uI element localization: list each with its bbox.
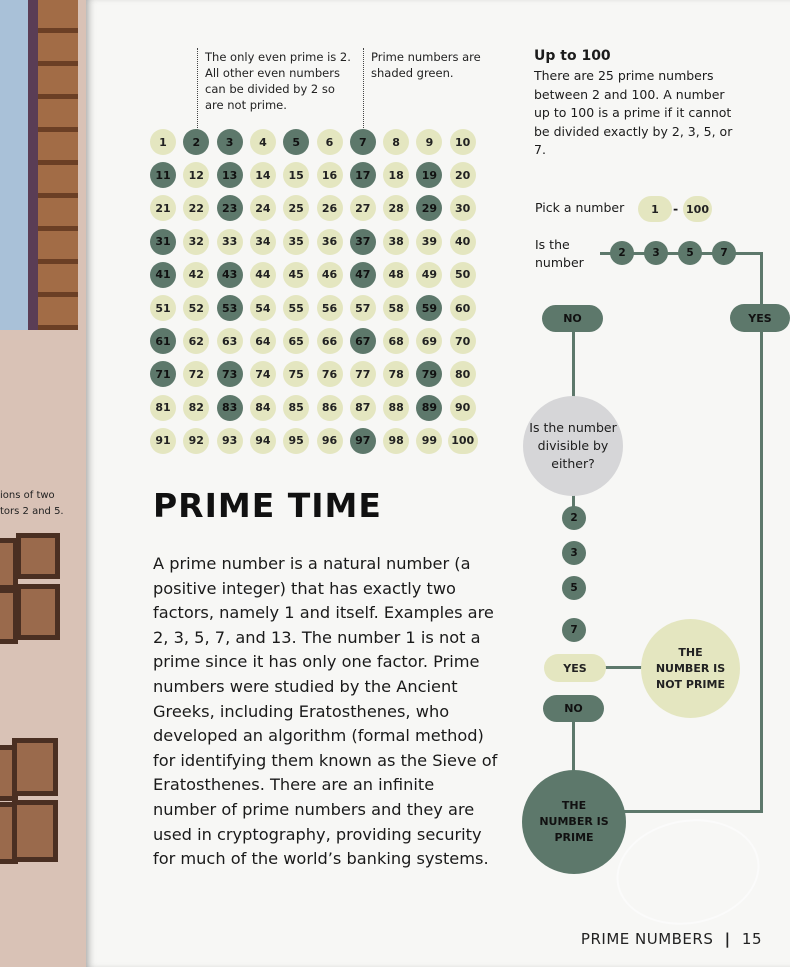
number-cell: 1 — [150, 129, 176, 155]
number-cell: 85 — [283, 395, 309, 421]
number-cell: 55 — [283, 295, 309, 321]
number-cell: 34 — [250, 229, 276, 255]
left-caption-line-1: ions of two — [0, 490, 55, 501]
number-cell: 32 — [183, 229, 209, 255]
is-prime-result — [522, 770, 626, 874]
number-cell: 91 — [150, 428, 176, 454]
test-number-3: 3 — [644, 241, 668, 265]
number-cell: 38 — [383, 229, 409, 255]
divisor-3: 3 — [562, 541, 586, 565]
number-cell: 93 — [217, 428, 243, 454]
not-prime-result — [641, 619, 740, 718]
flow-description: There are 25 prime numbers between 2 and 100. A number up to 100 is a prime if it cannot be divided exactly by 2, 3, 5, or 7. — [534, 68, 733, 157]
left-page-edge — [0, 0, 86, 967]
prime-number-cell: 47 — [350, 262, 376, 288]
number-cell: 70 — [450, 328, 476, 354]
number-cell: 42 — [183, 262, 209, 288]
shaded-note: Prime numbers are shaded green. — [371, 50, 481, 80]
prime-number-cell: 19 — [416, 162, 442, 188]
number-cell: 15 — [283, 162, 309, 188]
prime-number-cell: 37 — [350, 229, 376, 255]
number-cell: 44 — [250, 262, 276, 288]
divisor-7: 7 — [562, 618, 586, 642]
number-cell: 33 — [217, 229, 243, 255]
footer-section-title: PRIME NUMBERS — [580, 930, 714, 948]
number-cell: 72 — [183, 361, 209, 387]
pick-number-label: Pick a number — [535, 200, 625, 215]
yes-route-line — [760, 252, 763, 810]
number-cell: 74 — [250, 361, 276, 387]
prime-number-cell: 17 — [350, 162, 376, 188]
no-pill-divisible: NO — [543, 695, 604, 722]
number-cell: 52 — [183, 295, 209, 321]
left-caption-line-2: tors 2 and 5. — [0, 506, 64, 517]
number-cell: 80 — [450, 361, 476, 387]
number-cell: 76 — [317, 361, 343, 387]
number-cell: 66 — [317, 328, 343, 354]
number-cell: 54 — [250, 295, 276, 321]
divisor-5: 5 — [562, 576, 586, 600]
page-heading: PRIME TIME — [153, 486, 382, 525]
not-prime-text: THE NUMBER IS NOT PRIME — [655, 645, 726, 691]
number-cell: 45 — [283, 262, 309, 288]
prime-number-cell: 3 — [217, 129, 243, 155]
prime-number-cell: 7 — [350, 129, 376, 155]
number-cell: 24 — [250, 195, 276, 221]
number-cell: 21 — [150, 195, 176, 221]
number-cell: 26 — [317, 195, 343, 221]
body-paragraph: A prime number is a natural number (a positive integer) that has exactly two factors, namely 1 and itself. Examples are 2, 3, 5, 7, and 13. The number 1 is not a prime since it has only one factor. Prime numbers were studied by the Ancient Greeks, including Eratosthenes, who developed an algorithm (formal method) for identifying them known as the Sieve of Eratosthenes. There are an infinite number of prime numbers and they are used in cryptography, providing security for much of the world’s banking systems. — [153, 554, 498, 869]
prime-number-cell: 71 — [150, 361, 176, 387]
prime-number-cell: 23 — [217, 195, 243, 221]
number-cell: 14 — [250, 162, 276, 188]
page-footer — [581, 930, 762, 948]
number-cell: 98 — [383, 428, 409, 454]
test-number-7: 7 — [712, 241, 736, 265]
divisibility-question-text: Is the number divisible by either? — [529, 420, 617, 471]
range-start-pill: 1 — [638, 196, 672, 222]
number-cell: 75 — [283, 361, 309, 387]
number-cell: 78 — [383, 361, 409, 387]
prime-number-cell: 41 — [150, 262, 176, 288]
number-cell: 36 — [317, 229, 343, 255]
number-cell: 68 — [383, 328, 409, 354]
number-cell: 96 — [317, 428, 343, 454]
divisor-2: 2 — [562, 506, 586, 530]
is-the-number-label: Is the number — [535, 237, 584, 270]
window-illustration — [16, 584, 60, 640]
sky-illustration — [0, 0, 30, 330]
number-cell: 48 — [383, 262, 409, 288]
number-cell: 46 — [317, 262, 343, 288]
number-cell: 25 — [283, 195, 309, 221]
number-cell: 8 — [383, 129, 409, 155]
even-prime-pointer — [197, 48, 198, 130]
number-cell: 9 — [416, 129, 442, 155]
footer-separator: | — [724, 930, 731, 948]
window-illustration — [12, 738, 58, 796]
prime-number-cell: 89 — [416, 395, 442, 421]
hundred-number-grid — [148, 127, 488, 457]
test-number-2: 2 — [610, 241, 634, 265]
window-illustration — [12, 800, 58, 862]
number-cell: 12 — [183, 162, 209, 188]
number-cell: 56 — [317, 295, 343, 321]
number-cell: 4 — [250, 129, 276, 155]
even-prime-note: The only even prime is 2. All other even numbers can be divided by 2 so are not prime. — [205, 50, 351, 112]
left-page-caption — [0, 488, 64, 520]
number-cell: 77 — [350, 361, 376, 387]
range-dash: - — [673, 201, 679, 216]
prime-number-cell: 2 — [183, 129, 209, 155]
number-cell: 40 — [450, 229, 476, 255]
number-cell: 95 — [283, 428, 309, 454]
number-cell: 92 — [183, 428, 209, 454]
no-pill-top: NO — [542, 305, 603, 332]
footer-page-number: 15 — [741, 930, 762, 948]
number-cell: 60 — [450, 295, 476, 321]
brick-wall-illustration — [38, 0, 78, 330]
flow-title: Up to 100 — [534, 48, 611, 64]
number-cell: 39 — [416, 229, 442, 255]
number-cell: 49 — [416, 262, 442, 288]
yes-pill-divisible: YES — [544, 654, 606, 682]
number-cell: 50 — [450, 262, 476, 288]
prime-number-cell: 79 — [416, 361, 442, 387]
number-cell: 81 — [150, 395, 176, 421]
number-cell: 20 — [450, 162, 476, 188]
prime-number-cell: 13 — [217, 162, 243, 188]
prime-number-cell: 11 — [150, 162, 176, 188]
number-cell: 58 — [383, 295, 409, 321]
number-cell: 87 — [350, 395, 376, 421]
number-cell: 57 — [350, 295, 376, 321]
shaded-pointer — [363, 48, 364, 130]
number-cell: 65 — [283, 328, 309, 354]
number-cell: 22 — [183, 195, 209, 221]
number-cell: 51 — [150, 295, 176, 321]
prime-number-cell: 59 — [416, 295, 442, 321]
number-cell: 84 — [250, 395, 276, 421]
number-cell: 90 — [450, 395, 476, 421]
number-cell: 86 — [317, 395, 343, 421]
number-cell: 88 — [383, 395, 409, 421]
number-cell: 99 — [416, 428, 442, 454]
prime-number-cell: 73 — [217, 361, 243, 387]
number-cell: 63 — [217, 328, 243, 354]
prime-number-cell: 61 — [150, 328, 176, 354]
number-cell: 69 — [416, 328, 442, 354]
test-number-5: 5 — [678, 241, 702, 265]
number-cell: 30 — [450, 195, 476, 221]
number-cell: 100 — [448, 428, 478, 454]
divisibility-question — [523, 396, 623, 496]
window-illustration — [16, 533, 60, 579]
number-cell: 28 — [383, 195, 409, 221]
number-cell: 62 — [183, 328, 209, 354]
prime-number-cell: 83 — [217, 395, 243, 421]
number-cell: 27 — [350, 195, 376, 221]
range-end-pill: 100 — [683, 196, 712, 222]
prime-number-cell: 97 — [350, 428, 376, 454]
prime-number-cell: 43 — [217, 262, 243, 288]
is-prime-text: THE NUMBER IS PRIME — [539, 799, 609, 844]
prime-number-cell: 53 — [217, 295, 243, 321]
yes-pill-top: YES — [730, 304, 790, 332]
number-cell: 16 — [317, 162, 343, 188]
prime-number-cell: 29 — [416, 195, 442, 221]
number-cell: 10 — [450, 129, 476, 155]
number-cell: 82 — [183, 395, 209, 421]
number-cell: 6 — [317, 129, 343, 155]
prime-number-cell: 31 — [150, 229, 176, 255]
prime-number-cell: 67 — [350, 328, 376, 354]
number-cell: 64 — [250, 328, 276, 354]
number-cell: 18 — [383, 162, 409, 188]
number-cell: 94 — [250, 428, 276, 454]
number-cell: 35 — [283, 229, 309, 255]
prime-number-cell: 5 — [283, 129, 309, 155]
